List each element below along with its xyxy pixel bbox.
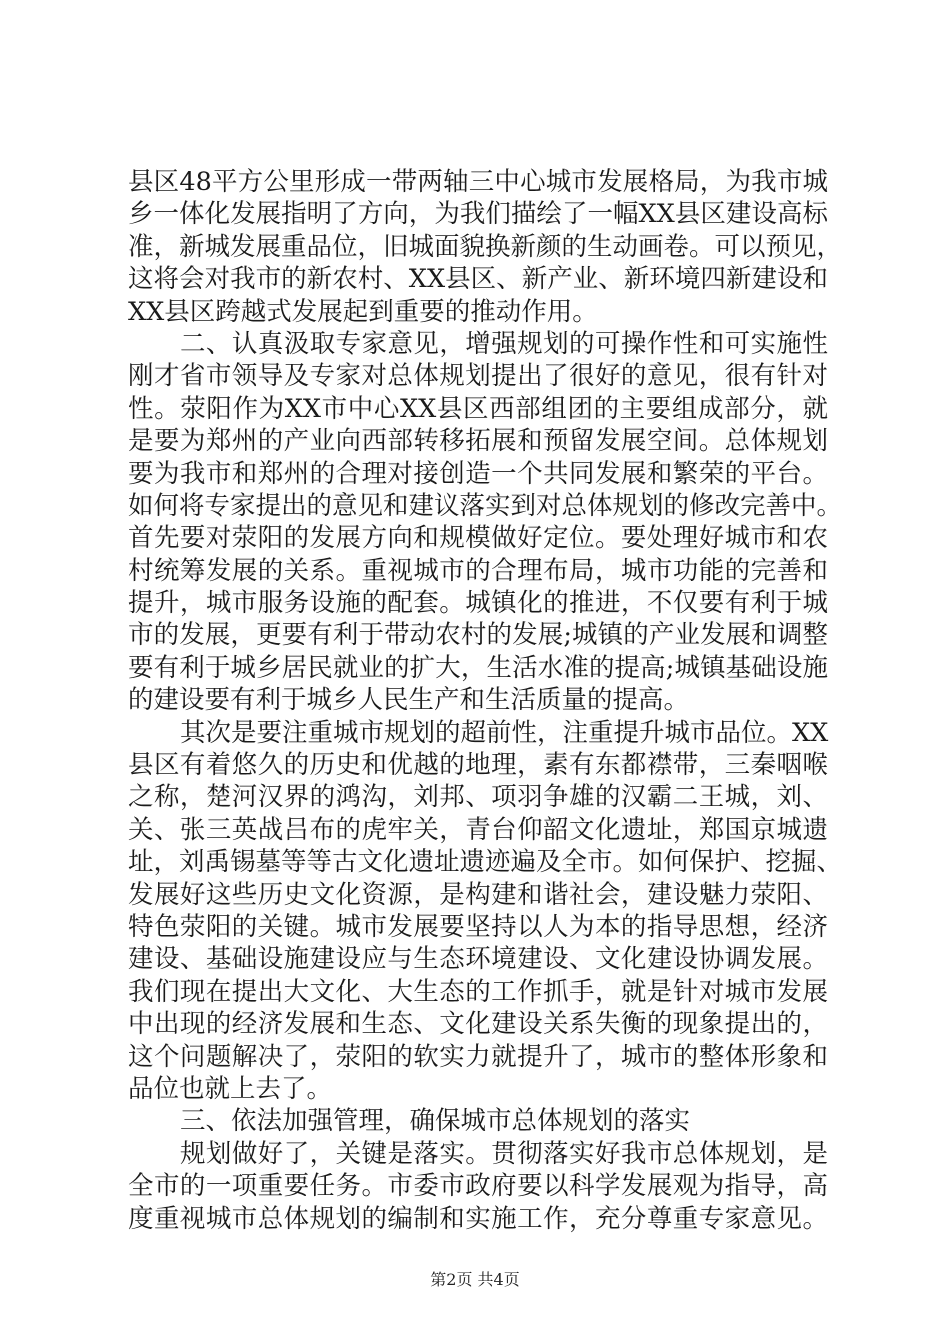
text-line: 址，刘禹锡墓等等古文化遗址遗迹遍及全市。如何保护、挖掘、 bbox=[128, 847, 843, 878]
page-number: 第2页 共4页 bbox=[430, 1270, 520, 1289]
text-line: 提升，城市服务设施的配套。城镇化的推进，不仅要有利于城 bbox=[128, 588, 828, 619]
text-line: 规划做好了，关键是落实。贯彻落实好我市总体规划，是 bbox=[180, 1138, 828, 1169]
text-line: 全市的一项重要任务。市委市政府要以科学发展观为指导，高 bbox=[128, 1171, 828, 1202]
text-line: 市的发展，更要有利于带动农村的发展;城镇的产业发展和调整 bbox=[128, 620, 828, 651]
text-line: 这个问题解决了，荥阳的软实力就提升了，城市的整体形象和 bbox=[128, 1041, 828, 1072]
text-line: 首先要对荥阳的发展方向和规模做好定位。要处理好城市和农 bbox=[128, 523, 828, 554]
text-line: 如何将专家提出的意见和建议落实到对总体规划的修改完善中。 bbox=[128, 490, 843, 521]
text-line: 准，新城发展重品位，旧城面貌换新颜的生动画卷。可以预见， bbox=[128, 231, 843, 262]
text-line: 要为我市和郑州的合理对接创造一个共同发展和繁荣的平台。 bbox=[128, 458, 828, 489]
document-body bbox=[128, 166, 843, 1235]
text-line: XX县区跨越式发展起到重要的推动作用。 bbox=[128, 296, 598, 327]
text-line: 之称，楚河汉界的鸿沟，刘邦、项羽争雄的汉霸二王城，刘、 bbox=[128, 782, 828, 813]
text-line: 乡一体化发展指明了方向，为我们描绘了一幅XX县区建设高标 bbox=[128, 199, 828, 230]
text-line: 的建设要有利于城乡人民生产和生活质量的提高。 bbox=[128, 685, 690, 716]
text-line: 我们现在提出大文化、大生态的工作抓手，就是针对城市发展 bbox=[128, 976, 828, 1007]
text-line: 性。荥阳作为XX市中心XX县区西部组团的主要组成部分，就 bbox=[128, 393, 828, 424]
text-line: 要有利于城乡居民就业的扩大，生活水准的提高;城镇基础设施 bbox=[128, 652, 828, 683]
text-line: 特色荥阳的关键。城市发展要坚持以人为本的指导思想，经济 bbox=[128, 911, 828, 942]
text-line: 是要为郑州的产业向西部转移拓展和预留发展空间。总体规划 bbox=[128, 426, 828, 457]
text-line: 刚才省市领导及专家对总体规划提出了很好的意见，很有针对 bbox=[128, 361, 828, 392]
text-line: 品位也就上去了。 bbox=[128, 1073, 333, 1104]
section-heading: 三、依法加强管理，确保城市总体规划的落实 bbox=[180, 1106, 691, 1137]
text-line: 其次是要注重城市规划的超前性，注重提升城市品位。XX bbox=[180, 717, 829, 748]
text-line: 度重视城市总体规划的编制和实施工作，充分尊重专家意见。 bbox=[128, 1203, 828, 1234]
text-line: 发展好这些历史文化资源，是构建和谐社会，建设魅力荥阳、 bbox=[128, 879, 828, 910]
text-line: 县区有着悠久的历史和优越的地理，素有东都襟带，三秦咽喉 bbox=[128, 750, 828, 781]
section-heading: 二、认真汲取专家意见，增强规划的可操作性和可实施性 bbox=[180, 328, 828, 359]
text-line: 关、张三英战吕布的虎牢关，青台仰韶文化遗址，郑国京城遗 bbox=[128, 814, 828, 845]
text-line: 村统筹发展的关系。重视城市的合理布局，城市功能的完善和 bbox=[128, 555, 828, 586]
text-line: 这将会对我市的新农村、XX县区、新产业、新环境四新建设和 bbox=[128, 264, 828, 295]
text-line: 中出现的经济发展和生态、文化建设关系失衡的现象提出的， bbox=[128, 1009, 828, 1040]
text-line: 县区48平方公里形成一带两轴三中心城市发展格局，为我市城 bbox=[128, 167, 828, 197]
text-line: 建设、基础设施建设应与生态环境建设、文化建设协调发展。 bbox=[128, 944, 828, 975]
